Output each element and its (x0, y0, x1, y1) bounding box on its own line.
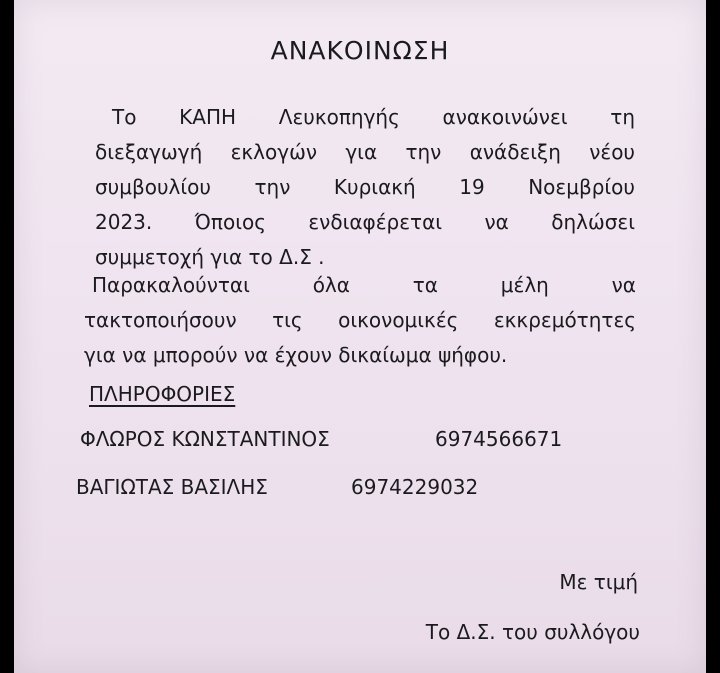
paragraph-line: τακτοποιήσουν τις οικονομικές εκκρεμότητες (84, 308, 636, 332)
request-paragraph (84, 268, 636, 373)
notice-title: ΑΝΑΚΟΙΝΩΣΗ (270, 36, 450, 65)
paragraph-line: Παρακαλούνται όλα τα μέλη να (92, 273, 636, 297)
signature-text: Το Δ.Σ. του συλλόγου (425, 620, 640, 644)
contact-phone: 6974566671 (435, 427, 563, 451)
closing-text: Με τιμή (559, 570, 638, 594)
paragraph-line: συμβουλίου την Κυριακή 19 Νοεμβρίου (95, 175, 635, 199)
contact-name: ΦΛΩΡΟΣ ΚΩΝΣΤΑΝΤΙΝΟΣ (80, 427, 330, 451)
contact-row (80, 427, 563, 451)
paragraph-line: Το ΚΑΠΗ Λευκοπηγής ανακοινώνει τη (112, 105, 635, 129)
contact-row (76, 475, 479, 499)
contact-phone: 6974229032 (351, 475, 479, 499)
info-heading: ΠΛΗΡΟΦΟΡΙΕΣ (89, 382, 236, 406)
paragraph-line: 2023. Όποιος ενδιαφέρεται να δηλώσει (95, 210, 635, 234)
paragraph-line: συμμετοχή για το Δ.Σ . (95, 245, 325, 269)
paragraph-line: για να μπορούν να έχουν δικαίωμα ψήφου. (84, 343, 508, 367)
announcement-paragraph (95, 100, 635, 275)
paragraph-line: διεξαγωγή εκλογών για την ανάδειξη νέου (95, 140, 635, 164)
contact-name: ΒΑΓΙΩΤΑΣ ΒΑΣΙΛΗΣ (76, 475, 268, 499)
notice-paper (14, 0, 706, 673)
